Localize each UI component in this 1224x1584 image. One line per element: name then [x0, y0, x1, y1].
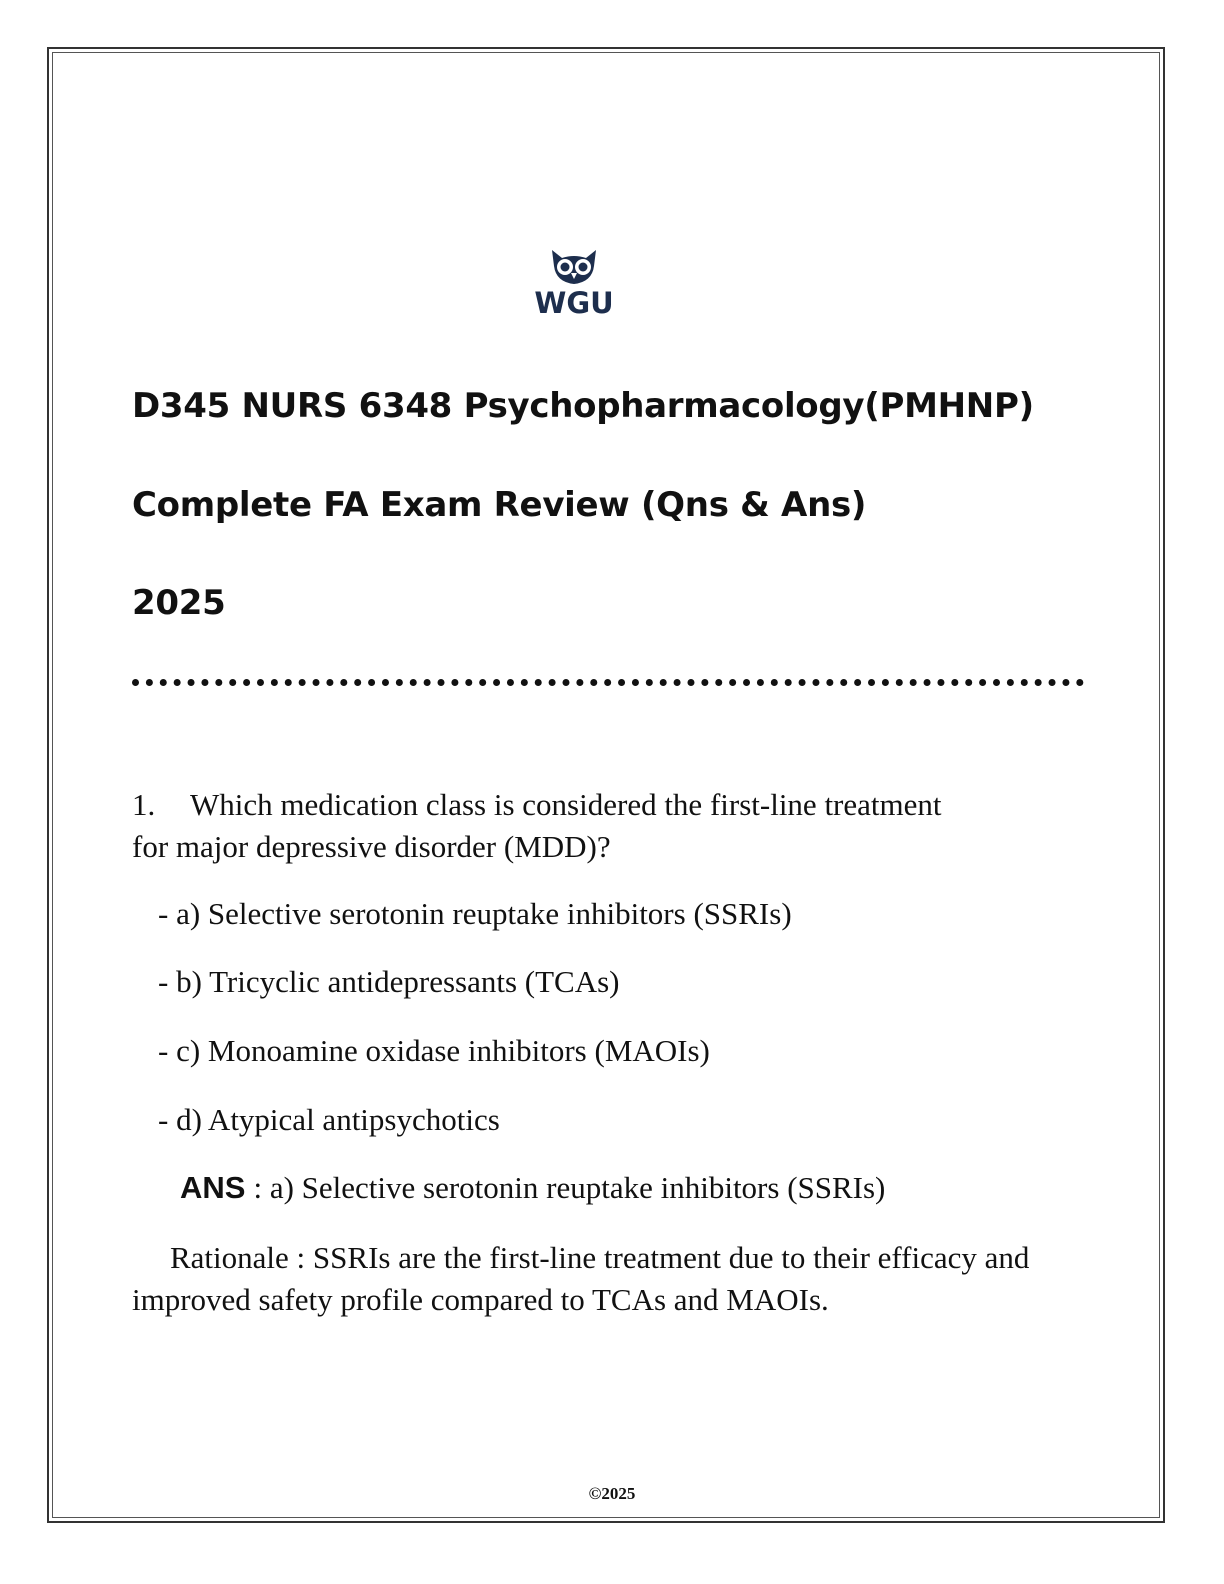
document-title: D345 NURS 6348 Psychopharmacology(PMHNP) [132, 386, 1034, 426]
answer-label: ANS [180, 1170, 246, 1205]
answer [180, 1167, 885, 1209]
dotted-divider [132, 679, 1084, 686]
option-d: - d) Atypical antipsychotics [158, 1102, 500, 1137]
answer-text: : a) Selective serotonin reuptake inhibitors (SSRIs) [253, 1170, 886, 1205]
rationale: Rationale : SSRIs are the first-line treatment due to their efficacy and improved safety profile compared to TCAs and MAOIs. [132, 1240, 1030, 1317]
question-number: 1. [132, 787, 156, 822]
logo-text: WGU [534, 286, 614, 320]
question-text [132, 784, 942, 868]
option-c: - c) Monoamine oxidase inhibitors (MAOIs) [158, 1033, 710, 1068]
question-line-2: for major depressive disorder (MDD)? [132, 829, 611, 864]
option-b: - b) Tricyclic antidepressants (TCAs) [158, 964, 620, 999]
wgu-logo [522, 246, 626, 322]
document-subtitle: Complete FA Exam Review (Qns & Ans) [132, 485, 867, 525]
document-year: 2025 [132, 583, 226, 623]
option-a: - a) Selective serotonin reuptake inhibitors (SSRIs) [158, 896, 792, 931]
question-line-1: Which medication class is considered the first-line treatment [190, 787, 942, 822]
owl-icon [522, 246, 626, 286]
copyright-footer: ©2025 [588, 1484, 636, 1503]
